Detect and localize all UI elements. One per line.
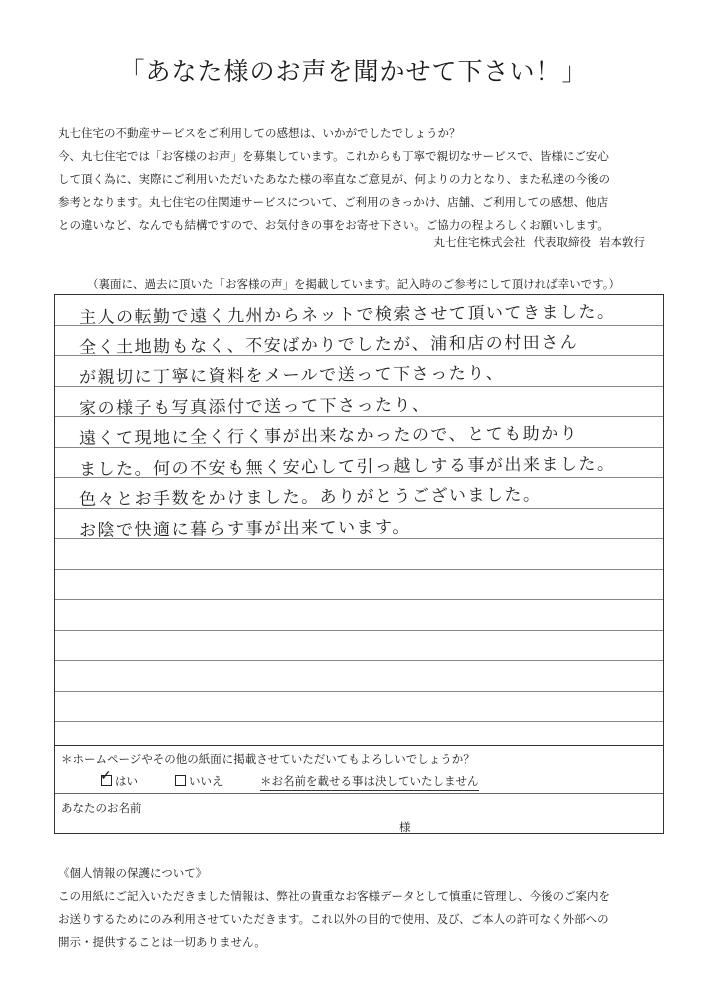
yes-checkbox[interactable] xyxy=(100,768,112,786)
ruled-line xyxy=(55,660,663,661)
ruled-line xyxy=(55,721,663,722)
privacy-line: お送りするためにのみ利用させていただきます。これ以外の目的で使用、及び、ご本人の許可なく外部への xyxy=(58,912,609,926)
option-no[interactable] xyxy=(175,773,224,789)
privacy-line: 開示・提供することは一切ありません。 xyxy=(58,935,266,949)
privacy-line: この用紙にご記入いただきました情報は、弊社の貴重なお客様データとして慎重に管理し、今後のご案内を xyxy=(58,889,610,903)
reference-note: （裏面に、過去に頂いた「お客様の声」を掲載しています。記入時のご参考にして頂ければ幸いです。） xyxy=(87,277,620,291)
handwritten-line: お陰で快適に暮らす事が出来ています。 xyxy=(78,517,411,541)
publish-question: ＊ホームページやその他の紙面に掲載させていただいてもよろしいでしょうか？ xyxy=(61,752,475,766)
name-note xyxy=(260,773,479,791)
signature-company: 丸七住宅株式会社 xyxy=(433,235,526,249)
no-checkbox[interactable] xyxy=(175,775,186,786)
honorific-sama: 様 xyxy=(399,820,411,834)
name-label: あなたのお名前 xyxy=(61,801,142,815)
page-title: 「あなた様のお声を聞かせて下さい！」 xyxy=(119,57,588,86)
intro-line: 今、丸七住宅では「お客様のお声」を募集しています。これからも丁寧で親切なサービスで、皆様にご安心 xyxy=(58,149,609,163)
signature xyxy=(426,234,646,250)
handwritten-line: 遠くて現地に全く行く事が出来なかったので、とても助かり xyxy=(78,423,579,449)
privacy-heading: 《個人情報の保護について》 xyxy=(58,866,208,880)
option-yes-label: はい xyxy=(115,774,138,788)
handwritten-line: 家の様子も写真添付で送って下さったり、 xyxy=(78,395,431,419)
ruled-line xyxy=(55,599,663,600)
handwritten-line: ました。何の不安も無く安心して引っ越しする事が出来ました。 xyxy=(78,454,616,480)
handwritten-line: 色々とお手数をかけました。ありがとうございました。 xyxy=(78,485,542,510)
option-yes[interactable] xyxy=(100,768,138,789)
signature-position: 代表取締役 xyxy=(533,235,591,249)
ruled-line xyxy=(55,691,663,692)
handwritten-line: 主人の転勤で遠く九州からネットで検索させて頂いてきました。 xyxy=(78,302,616,328)
name-divider xyxy=(55,793,663,794)
check-mark-icon: ✓ xyxy=(100,768,112,784)
option-no-label: いいえ xyxy=(189,774,224,788)
intro-line: との違いなど、なんでも結構ですので、お気付きの事をお寄せ下さい。ご協力の程よろしくお願いします。 xyxy=(58,218,609,232)
intro-line: 参考となります。丸七住宅の住関連サービスについて、ご利用のきっかけ、店舗、ご利用しての感想、他店 xyxy=(58,195,609,209)
feedback-form xyxy=(54,294,664,834)
intro-line: 丸七住宅の不動産サービスをご利用しての感想は、いかがでしたでしょうか？ xyxy=(58,126,461,140)
section-divider xyxy=(55,745,663,746)
ruled-line xyxy=(55,630,663,631)
intro-text xyxy=(58,122,658,237)
name-note-text: ＊お名前を載せる事は決していたしません xyxy=(260,774,479,788)
ruled-line xyxy=(55,569,663,570)
privacy-section xyxy=(58,862,678,954)
handwritten-line: 全く土地勘もなく、不安ばかりでしたが、浦和店の村田さん xyxy=(78,332,579,358)
handwritten-line: が親切に丁寧に資料をメールで送って下さったり、 xyxy=(78,363,505,388)
signature-name: 岩本敦行 xyxy=(599,235,645,249)
intro-line: して頂く為に、実際にご利用いただいたあなた様の率直なご意見が、何よりの力となり、また私達の今後の xyxy=(58,172,610,186)
